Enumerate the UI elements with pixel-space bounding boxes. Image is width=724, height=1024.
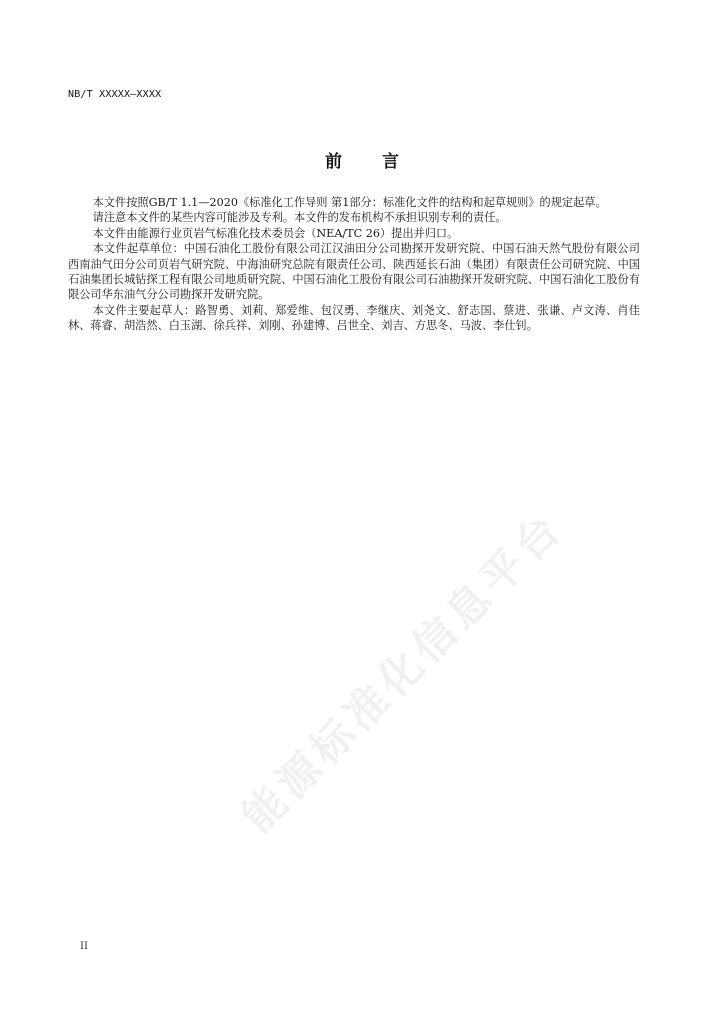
watermark: 能源标准化信息平台 xyxy=(232,501,573,842)
standard-code: NB/T XXXXX—XXXX xyxy=(68,89,162,100)
title-char-1: 前 xyxy=(325,152,342,172)
paragraph-committee: 本文件由能源行业页岩气标准化技术委员会（NEA/TC 26）提出并归口。 xyxy=(92,226,459,240)
page-title xyxy=(0,147,724,172)
page-number: II xyxy=(80,941,88,952)
paragraph-drafting-units: 本文件起草单位：中国石油化工股份有限公司江汉油田分公司勘探开发研究院、中国石油天然气股份有限公司西南油气田分公司页岩气研究院、中海油研究总院有限责任公司、陕西延长石油（集团）有限责任公司研究院、中国石油集团长城钻探工程有限公司地质研究院、中国石油化工股份有限公司石油勘探开发研究院、中国石油化工股份有限公司华东油气分公司勘探开发研究院。 xyxy=(68,242,640,302)
paragraph-drafting-rules: 本文件按照GB/T 1.1—2020《标准化工作导则 第1部分：标准化文件的结构和起草规则》的规定起草。 xyxy=(92,196,607,209)
foreword-body xyxy=(68,195,640,334)
title-char-2: 言 xyxy=(382,152,399,172)
paragraph-drafters: 本文件主要起草人：路智勇、刘莉、郑爱维、包汉勇、李继庆、刘尧文、舒志国、蔡进、张谦、卢文涛、肖佳林、蒋睿、胡浩然、白玉湖、徐兵祥、刘刚、孙建博、吕世全、刘吉、方思冬、马波、李仕钊。 xyxy=(68,303,640,333)
paragraph-patent-notice: 请注意本文件的某些内容可能涉及专利。本文件的发布机构不承担识别专利的责任。 xyxy=(92,211,507,225)
